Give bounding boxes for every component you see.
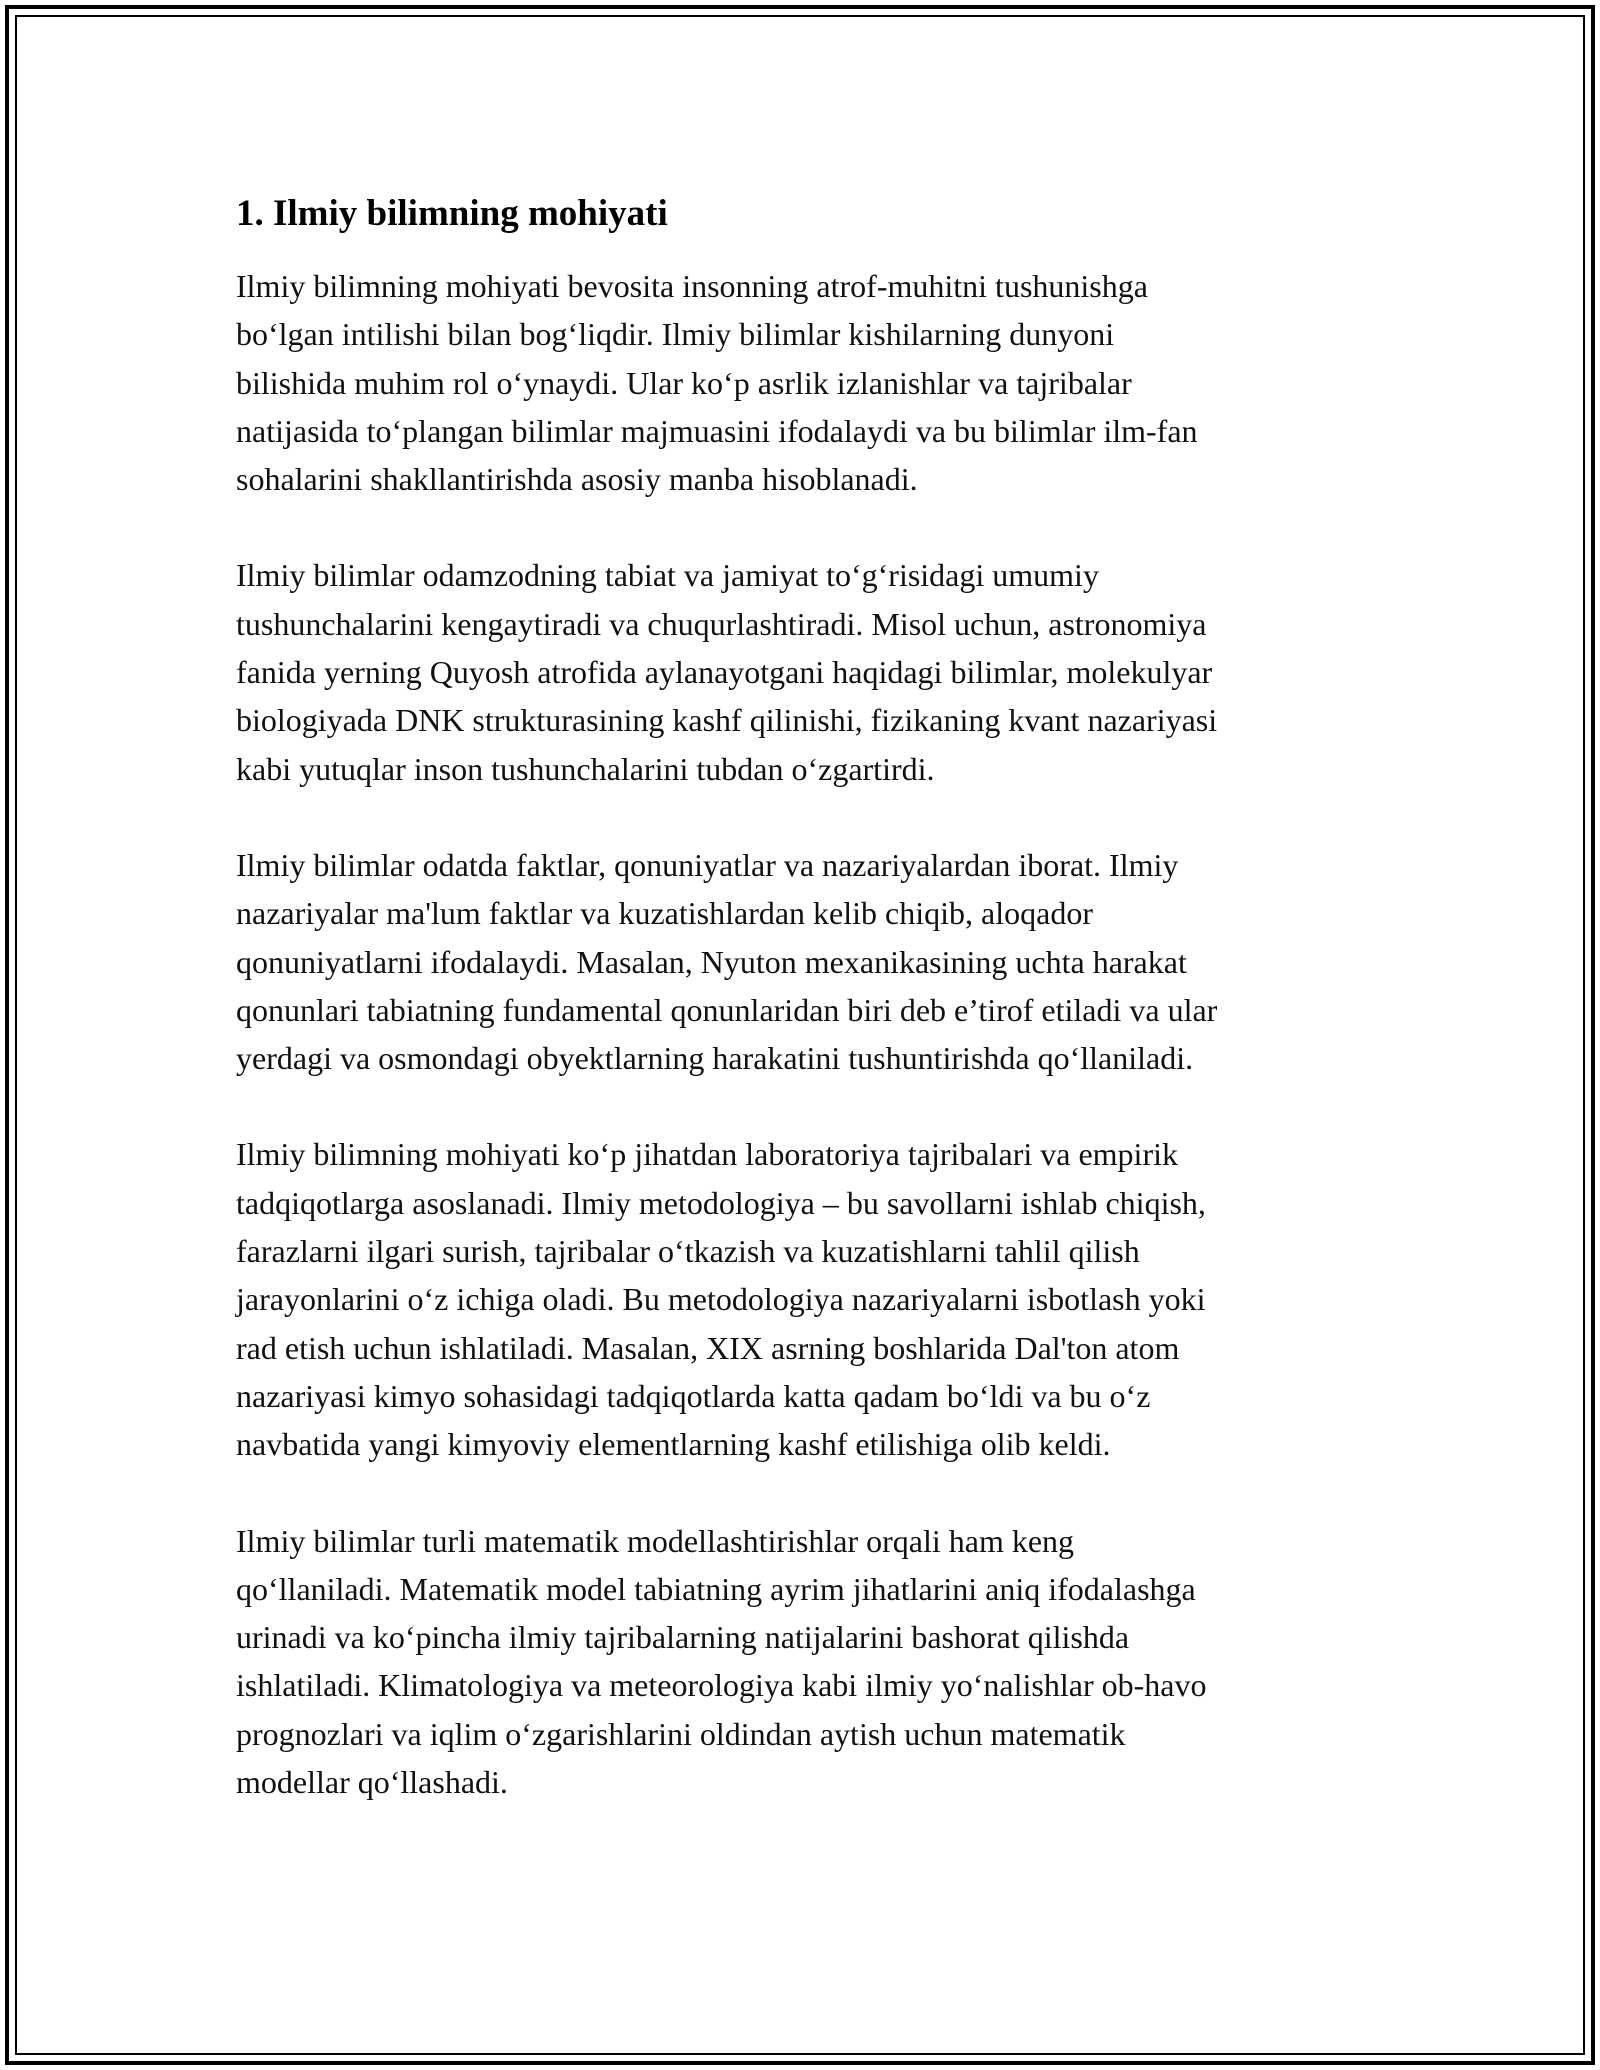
paragraph-4: Ilmiy bilimning mohiyati ko‘p jihatdan laboratoriya tajribalari va empirik tadqiqotlarga asoslanadi. Ilmiy metodologiya – bu savollarni ishlab chiqish, farazlarni ilgari surish, tajribalar o‘tkazish va kuzatishlarni tahlil qilish jarayonlarini o‘z ichiga oladi. Bu metodologiya nazariyalarni isbotlash yoki rad etish uchun ishlatiladi. Masalan, XIX asrning boshlarida Dal'ton atom nazariyasi kimyo sohasidagi tadqiqotlarda katta qadam bo‘ldi va bu o‘z navbatida yangi kimyoviy elementlarning kashf etilishiga olib keldi. bbox=[236, 1136, 1206, 1463]
paragraph-1: Ilmiy bilimning mohiyati bevosita insonning atrof-muhitni tushunishga bo‘lgan intilishi bilan bog‘liqdir. Ilmiy bilimlar kishilarning dunyoni bilishida muhim rol o‘ynaydi. Ular ko‘p asrlik izlanishlar va tajribalar natijasida to‘plangan bilimlar majmuasini ifodalaydi va bu bilimlar ilm-fan sohalarini shakllantirishda asosiy manba hisoblanadi. bbox=[236, 268, 1198, 498]
paragraph-3: Ilmiy bilimlar odatda faktlar, qonuniyatlar va nazariyalardan iborat. Ilmiy nazariyalar ma'lum faktlar va kuzatishlardan kelib chiqib, aloqador qonuniyatlarni ifodalaydi. Masalan, Nyuton mexanikasining uchta harakat qonunlari tabiatning fundamental qonunlaridan biri deb e’tirof etiladi va ular yerdagi va osmondagi obyektlarning harakatini tushuntirishda qo‘llaniladi. bbox=[236, 846, 1218, 1077]
document-body bbox=[236, 190, 1396, 1854]
section-heading: 1. Ilmiy bilimning mohiyati bbox=[236, 193, 668, 234]
paragraph-5: Ilmiy bilimlar turli matematik modellashtirishlar orqali ham keng qo‘llaniladi. Matematik model tabiatning ayrim jihatlarini aniq ifodalashga urinadi va ko‘pincha ilmiy tajribalarning natijalarini bashorat qilishda ishlatiladi. Klimatologiya va meteorologiya kabi ilmiy yo‘nalishlar ob-havo prognozlari va iqlim o‘zgarishlarini oldindan aytish uchun matematik modellar qo‘llashadi. bbox=[236, 1522, 1207, 1801]
paragraph-2: Ilmiy bilimlar odamzodning tabiat va jamiyat to‘g‘risidagi umumiy tushunchalarini kengaytiradi va chuqurlashtiradi. Misol uchun, astronomiya fanida yerning Quyosh atrofida aylanayotgani haqidagi bilimlar, molekulyar biologiyada DNK strukturasining kashf qilinishi, fizikaning kvant nazariyasi kabi yutuqlar inson tushunchalarini tubdan o‘zgartirdi. bbox=[236, 557, 1218, 787]
